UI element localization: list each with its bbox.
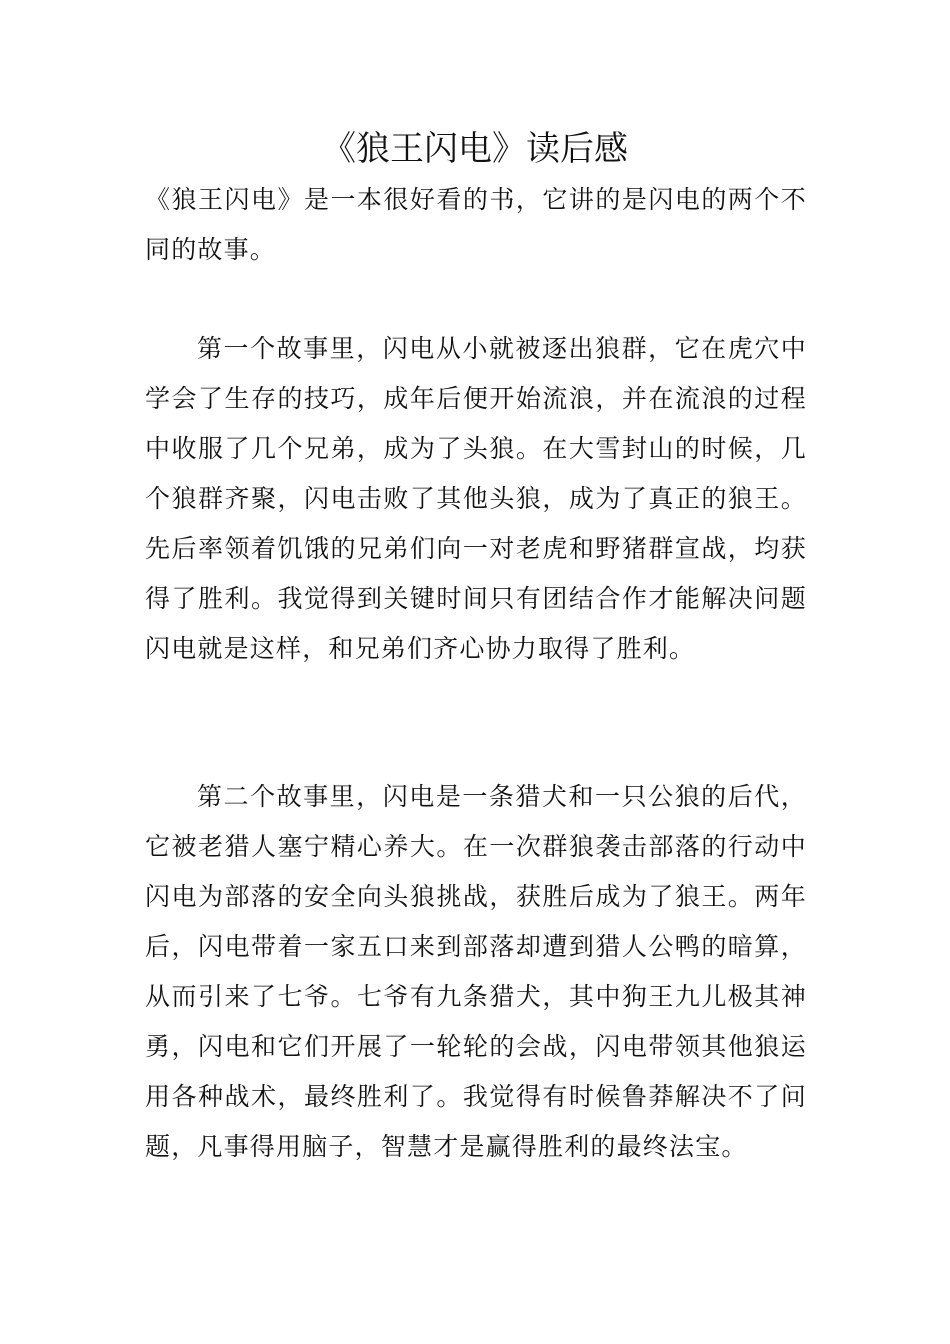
paragraph-second-story: 第二个故事里，闪电是一条猎犬和一只公狼的后代，它被老猎人塞宁精心养大。在一次群狼袭击部落的行动中闪电为部落的安全向头狼挑战，获胜后成为了狼王。两年后，闪电带着一家五口来到部落却遭到猎人公鸭的暗算，从而引来了七爷。七爷有九条猎犬，其中狗王九儿极其神勇，闪电和它们开展了一轮轮的会战，闪电带领其他狼运用各种战术，最终胜利了。我觉得有时候鲁莽解决不了问题，凡事得用脑子，智慧才是赢得胜利的最终法宝。: [145, 782, 807, 1161]
paragraph-intro: 《狼王闪电》是一本很好看的书，它讲的是闪电的两个不同的故事。: [145, 185, 807, 264]
paragraph-first-story: 第一个故事里，闪电从小就被逐出狼群，它在虎穴中学会了生存的技巧，成年后便开始流浪，并在流浪的过程中收服了几个兄弟，成为了头狼。在大雪封山的时候，几个狼群齐聚，闪电击败了其他头狼，成为了真正的狼王。先后率领着饥饿的兄弟们向一对老虎和野猪群宣战，均获得了胜利。我觉得到关键时间只有团结合作才能解决问题闪电就是这样，和兄弟们齐心协力取得了胜利。: [145, 334, 807, 663]
document-title: 《狼王闪电》读后感: [322, 129, 628, 169]
